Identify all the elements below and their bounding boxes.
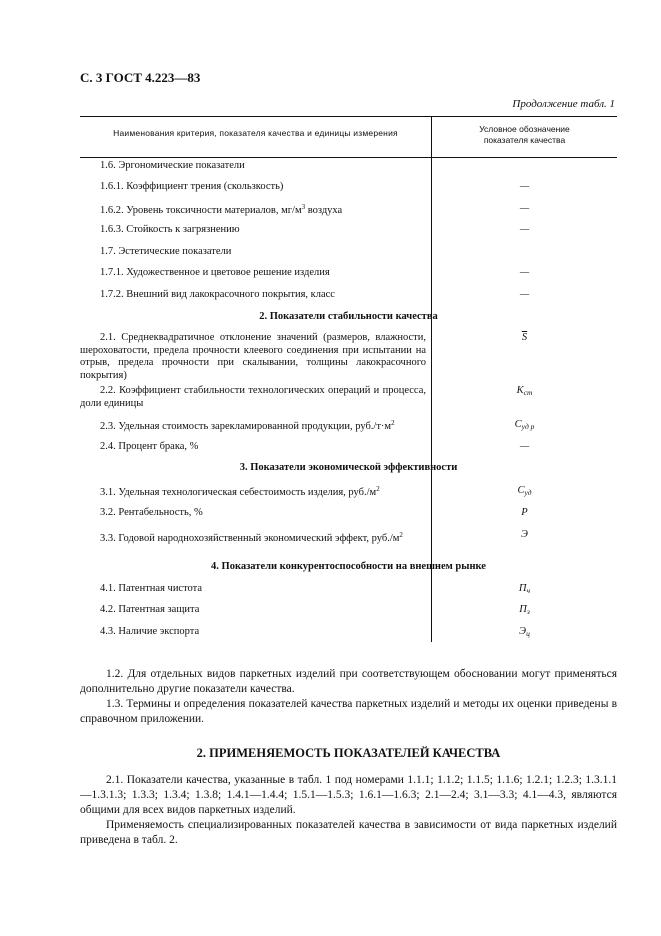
row-symbol: — — [519, 224, 530, 235]
paragraph-2-1: 2.1. Показатели качества, указанные в табл. 1 под номерами 1.1.1; 1.1.2; 1.1.5; 1.1.6; 1.2.1; 1.2.3; 1.3.1.1—1.3.1.3; 1.3.3; 1.3.4; 1.3.8; 1.4.1—1.4.4; 1.5.1—1.5.3; 1.6.1—1.6.3; 2.1—2.4; 3.1—3.3; 4.1—4.3, являются общими для всех видов паркетных изделий. — [80, 774, 617, 816]
row-symbol: $П_з$ — [519, 604, 530, 616]
paragraph-1-3: 1.3. Термины и определения показателей качества паркетных изделий и методы их оценки приведены в справочном приложении. — [80, 698, 617, 725]
row-label: 2.4. Процент брака, % — [100, 441, 199, 452]
row-symbol: $K_{ст}$ — [516, 385, 533, 397]
row-label: 1.7. Эстетические показатели — [100, 246, 232, 257]
row-symbol: $П_ч$ — [518, 583, 531, 595]
row-label: 4.2. Патентная защита — [100, 604, 200, 615]
section-title: 3. Показатели экономической эффективности — [239, 462, 458, 473]
row-symbol: $Э_ц$ — [519, 626, 530, 638]
row-label: 2.1. Среднеквадратичное отклонение значений (размеров, влажности, шероховатости, предела прочности клеевого соединения при испытании на отрыв, предела прочности при скалывании, толщины лакокрасочного покрытия) — [80, 332, 426, 381]
table-top-rule — [80, 116, 617, 117]
row-label: 1.7.1. Художественное и цветовое решение изделия — [100, 267, 330, 278]
row-label: 3.2. Рентабельность, % — [100, 507, 203, 518]
row-label: 1.6. Эргономические показатели — [100, 160, 245, 171]
row-symbol: — — [519, 289, 530, 300]
row-label: 3.1. Удельная технологическая себестоимость изделия, $руб./м^2$ — [100, 485, 380, 498]
row-symbol: P — [521, 507, 528, 518]
row-symbol: — — [519, 203, 530, 214]
table-continuation-label: Продолжение табл. 1 — [512, 98, 615, 110]
page-header: С. 3 ГОСТ 4.223—83 — [80, 70, 201, 85]
row-label: 2.3. Удельная стоимость зарекламированной продукции, $руб./т\cdot м^2$ — [100, 419, 395, 432]
chapter-title: 2. ПРИМЕНЯЕМОСТЬ ПОКАЗАТЕЛЕЙ КАЧЕСТВА — [196, 746, 501, 760]
row-label: 1.7.2. Внешний вид лакокрасочного покрытия, класс — [100, 289, 335, 300]
col2-header-line1: Условное обозначение — [479, 124, 570, 134]
row-symbol: $\overline{S}$ — [521, 332, 528, 343]
row-symbol: — — [519, 267, 530, 278]
section-title: 2. Показатели стабильности качества — [259, 311, 438, 322]
row-label: 1.6.1. Коэффициент трения (скользкость) — [100, 181, 284, 192]
row-symbol: Э — [521, 529, 528, 540]
row-label: 2.2. Коэффициент стабильности технологических операций и процесса, доли единицы — [80, 385, 426, 409]
row-symbol: — — [519, 181, 530, 192]
row-label: 3.3. Годовой народнохозяйственный экономический эффект, $руб./м^2$ — [100, 531, 403, 544]
row-label: 1.6.3. Стойкость к загрязнению — [100, 224, 240, 235]
paragraph-2-1b: Применяемость специализированных показателей качества в зависимости от вида паркетных изделий приведена в табл. 2. — [80, 819, 617, 846]
row-label: 4.1. Патентная чистота — [100, 583, 203, 594]
col2-header-line2: показателя качества — [483, 135, 566, 145]
row-symbol: $C_{уд}$ — [517, 485, 532, 497]
paragraph-1-2: 1.2. Для отдельных видов паркетных изделий при соответствующем обосновании могут применяться дополнительно другие показатели качества. — [80, 668, 617, 695]
section-title: 4. Показатели конкурентоспособности на внешнем рынке — [211, 561, 486, 572]
row-symbol: $C_{уд р}$ — [514, 419, 535, 431]
row-label: 4.3. Наличие экспорта — [100, 626, 200, 637]
table-header-rule — [80, 157, 617, 158]
row-symbol: — — [519, 441, 530, 452]
table-col1-header: Наименования критерия, показателя качества и единицы измерения — [113, 128, 398, 138]
table-col2-header — [432, 124, 617, 146]
row-label: 1.6.2. Уровень токсичности материалов, $мг/м^3$ воздуха — [100, 203, 343, 216]
